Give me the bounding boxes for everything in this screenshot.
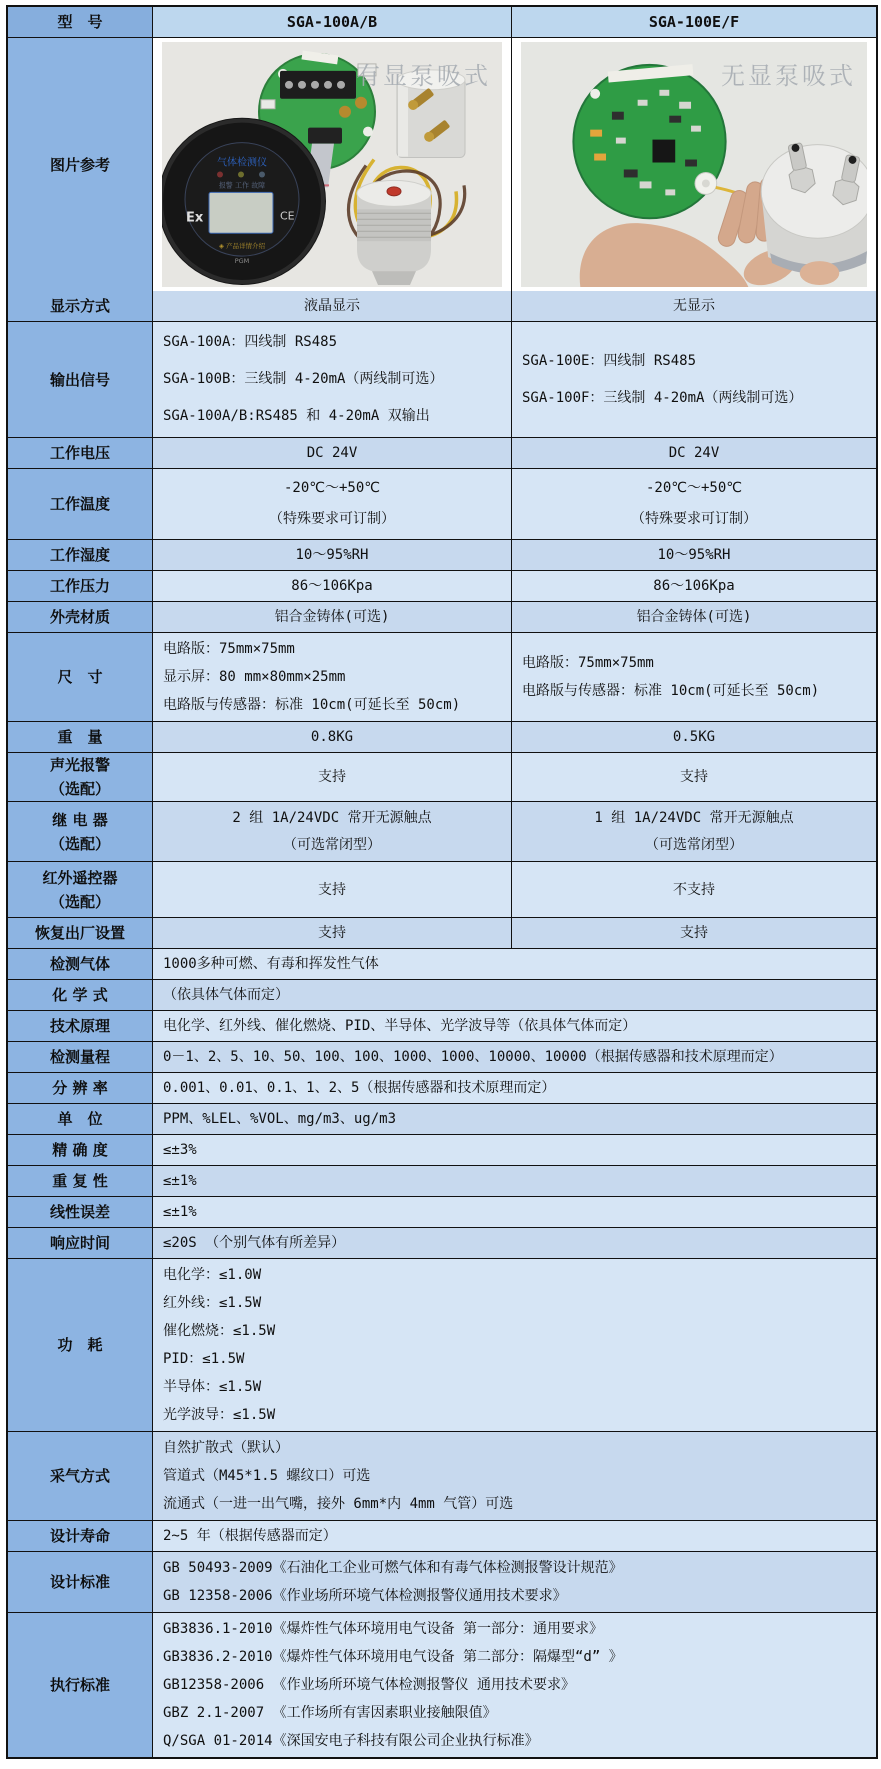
row-label-line: 执行标准	[49, 1676, 110, 1694]
row-label-line: 化 学 式	[52, 986, 108, 1004]
spec-line: 支持	[318, 925, 346, 941]
spec-line: 铝合金铸体(可选)	[636, 609, 752, 625]
spec-cell-merged	[153, 1197, 876, 1227]
spec-line: （可选常闭型）	[283, 836, 381, 853]
row-label	[8, 862, 152, 917]
spec-line: 流通式（一进一出气嘴，接外 6mm*内 4mm 气管）可选	[163, 1496, 514, 1512]
row-label	[8, 1259, 152, 1431]
spec-row	[8, 291, 876, 321]
spec-row	[8, 1227, 876, 1258]
spec-line: 红外线：≤1.5W	[163, 1295, 262, 1311]
spec-line: GB12358-2006 《作业场所环境气体检测报警仪 通用技术要求》	[163, 1677, 576, 1693]
spec-line: DC 24V	[668, 445, 720, 461]
row-label	[8, 722, 152, 752]
row-label-line: 声光报警	[49, 756, 110, 774]
spec-cell-left	[153, 571, 511, 601]
spec-line: 支持	[680, 769, 708, 785]
spec-line: 0.8KG	[310, 729, 354, 745]
spec-line: SGA-100A：四线制 RS485	[163, 334, 338, 350]
spec-row	[8, 1165, 876, 1196]
main-chip	[652, 140, 675, 163]
row-label	[8, 1042, 152, 1072]
spec-row	[8, 917, 876, 948]
spec-cell-right	[511, 722, 876, 752]
model-name-sga100ef: SGA-100E/F	[511, 7, 876, 37]
spec-cell-right	[511, 571, 876, 601]
spec-cell-left	[153, 918, 511, 948]
spec-row	[8, 1196, 876, 1227]
spec-row	[8, 539, 876, 570]
row-label-line: 分 辨 率	[52, 1079, 108, 1097]
row-label-line: 重 量	[57, 728, 103, 746]
spec-line: 管道式（M45*1.5 螺纹口）可选	[163, 1468, 371, 1484]
spec-row	[8, 570, 876, 601]
ex-mark-text: Ex	[186, 210, 204, 226]
spec-line: GBZ 2.1-2007 《工作场所有害因素职业接触限值》	[163, 1705, 497, 1721]
spec-table	[6, 5, 878, 1759]
row-label-line: 工作电压	[49, 444, 110, 462]
spec-line: 0－1、2、5、10、50、100、100、1000、1000、10000、10000（根据传感器和技术原理而定）	[163, 1049, 783, 1065]
pgm-text: PGM	[234, 257, 250, 266]
spec-line: 电化学：≤1.0W	[163, 1267, 262, 1283]
row-label-line: 响应时间	[49, 1234, 110, 1252]
sensor-cylinder-nozzles	[397, 70, 465, 158]
spec-line: 电路版：75mm×75mm	[163, 641, 295, 657]
product-photo-sga100ab	[153, 38, 511, 291]
spec-line: （特殊要求可订制）	[269, 511, 395, 527]
spec-cell-right	[511, 862, 876, 917]
row-label-line: 红外遥控器	[42, 868, 118, 887]
header-row	[8, 7, 876, 37]
spec-cell-right	[511, 540, 876, 570]
spec-cell-merged	[153, 1011, 876, 1041]
spec-cell-left	[153, 291, 511, 321]
row-label-line: 线性误差	[49, 1203, 110, 1221]
spec-line: ≤±3%	[163, 1142, 197, 1158]
pcb-board	[573, 64, 725, 218]
svg-text:◈ 产品详情介绍: ◈ 产品详情介绍	[219, 242, 265, 251]
row-label-line: 检测气体	[49, 955, 110, 973]
watermark-pump-with-display: 有显泵吸式	[356, 62, 491, 90]
spec-cell-right	[511, 602, 876, 632]
row-label	[8, 1104, 152, 1134]
spec-line: SGA-100F：三线制 4-20mA（两线制可选）	[522, 389, 803, 406]
spec-row	[8, 1041, 876, 1072]
row-label	[8, 1521, 152, 1551]
spec-cell-left	[153, 322, 511, 437]
spec-line: （依具体气体而定）	[163, 987, 289, 1003]
row-label-line: 外壳材质	[49, 608, 110, 626]
row-label	[8, 540, 152, 570]
photo-sga100ef-illustration	[521, 42, 867, 287]
spec-line: （可选常闭型）	[645, 836, 743, 853]
spec-line: SGA-100A/B:RS485 和 4-20mA 双输出	[163, 408, 430, 424]
row-label-line: 重 复 性	[52, 1172, 108, 1190]
image-row	[8, 37, 876, 291]
row-label-line: 设计标准	[49, 1573, 110, 1591]
spec-line: 催化燃烧：≤1.5W	[163, 1323, 276, 1339]
row-label-line: 检测量程	[49, 1048, 110, 1066]
row-label	[8, 918, 152, 948]
sensor-cylinder-ribbed	[357, 180, 431, 285]
photo-sga100ab-illustration	[162, 42, 502, 287]
spec-line: ≤20S （个别气体有所差异）	[163, 1235, 346, 1251]
spec-cell-merged	[153, 1042, 876, 1072]
row-label	[8, 949, 152, 979]
spec-line: 86～106Kpa	[653, 578, 735, 594]
row-label-line: 设计寿命	[49, 1527, 110, 1545]
spec-line: 电路版与传感器：标准 10cm(可延长至 50cm)	[522, 683, 820, 699]
spec-line: 1000多种可燃、有毒和挥发性气体	[163, 956, 379, 972]
spec-line: 液晶显示	[304, 298, 360, 314]
spec-row	[8, 752, 876, 801]
spec-line: GB 12358-2006《作业场所环境气体检测报警仪通用技术要求》	[163, 1588, 567, 1604]
spec-row	[8, 1103, 876, 1134]
spec-line: 光学波导：≤1.5W	[163, 1407, 276, 1423]
spec-line: SGA-100B：三线制 4-20mA（两线制可选）	[163, 371, 444, 387]
row-label-line: 技术原理	[49, 1017, 110, 1035]
spec-line: 无显示	[673, 298, 715, 314]
spec-line: 86～106Kpa	[291, 578, 373, 594]
spec-cell-left	[153, 802, 511, 861]
spec-cell-left	[153, 722, 511, 752]
spec-cell-merged	[153, 1166, 876, 1196]
spec-cell-merged	[153, 1613, 876, 1757]
spec-cell-left	[153, 438, 511, 468]
product-photo-sga100ef	[511, 38, 876, 291]
spec-line: 支持	[318, 769, 346, 785]
spec-line: 0.001、0.01、0.1、1、2、5（根据传感器和技术原理而定）	[163, 1080, 556, 1096]
spec-cell-left	[153, 633, 511, 721]
row-label-line: （选配）	[49, 892, 110, 911]
spec-cell-merged	[153, 980, 876, 1010]
row-label-line: 单 位	[57, 1110, 103, 1128]
row-label	[8, 1228, 152, 1258]
spec-line: 2~5 年（根据传感器而定）	[163, 1528, 337, 1544]
model-name-sga100ab: SGA-100A/B	[153, 7, 511, 37]
spec-cell-right	[511, 802, 876, 861]
spec-line: ≤±1%	[163, 1204, 197, 1220]
spec-cell-left	[153, 862, 511, 917]
spec-line: ≤±1%	[163, 1173, 197, 1189]
row-label-line: 恢复出厂设置	[34, 924, 125, 942]
row-label	[8, 1432, 152, 1520]
spec-line: 支持	[318, 881, 346, 898]
spec-row	[8, 437, 876, 468]
spec-row	[8, 468, 876, 539]
spec-cell-merged	[153, 1073, 876, 1103]
spec-row	[8, 948, 876, 979]
row-label	[8, 291, 152, 321]
spec-line: GB3836.1-2010《爆炸性气体环境用电气设备 第一部分：通用要求》	[163, 1621, 604, 1637]
spec-cell-right	[511, 438, 876, 468]
led-labels-text: 报警 工作 故障	[218, 181, 266, 190]
lcd-detector-head	[162, 118, 326, 285]
spec-line: SGA-100E：四线制 RS485	[522, 352, 697, 369]
spec-line: （特殊要求可订制）	[631, 511, 757, 527]
row-label-line: 精 确 度	[52, 1141, 108, 1159]
row-label	[8, 438, 152, 468]
spec-line: PPM、%LEL、%VOL、mg/m3、ug/m3	[163, 1111, 397, 1127]
spec-row	[8, 1010, 876, 1041]
row-label-line: 工作湿度	[49, 546, 110, 564]
spec-rows-container	[8, 291, 876, 1757]
row-label-line: （选配）	[49, 780, 110, 798]
spec-row	[8, 1134, 876, 1165]
spec-cell-merged	[153, 1432, 876, 1520]
spec-cell-right	[511, 291, 876, 321]
row-label	[8, 571, 152, 601]
spec-line: 1 组 1A/24VDC 常开无源触点	[594, 809, 794, 826]
spec-line: 10～95%RH	[295, 547, 369, 563]
spec-cell-merged	[153, 949, 876, 979]
spec-line: 自然扩散式（默认）	[163, 1440, 289, 1456]
spec-cell-right	[511, 469, 876, 539]
spec-line: 电路版：75mm×75mm	[522, 655, 654, 671]
spec-line: 显示屏：80 mm×80mm×25mm	[163, 669, 346, 685]
fingertip	[800, 261, 840, 285]
row-label-line: 继 电 器	[52, 810, 108, 829]
spec-cell-merged	[153, 1228, 876, 1258]
red-indicator	[387, 187, 401, 196]
spec-row	[8, 1551, 876, 1612]
row-label-line: 工作温度	[49, 495, 110, 513]
spec-line: -20℃～+50℃	[283, 480, 381, 496]
spec-cell-left	[153, 540, 511, 570]
row-label-line: （选配）	[49, 834, 110, 853]
row-label-line: 采气方式	[49, 1467, 110, 1485]
spec-cell-left	[153, 469, 511, 539]
row-label-line: 尺 寸	[57, 668, 103, 686]
spec-cell-merged	[153, 1104, 876, 1134]
spec-line: 2 组 1A/24VDC 常开无源触点	[232, 809, 432, 826]
row-label	[8, 1135, 152, 1165]
spec-line: 10～95%RH	[657, 547, 731, 563]
image-row-label: 图片参考	[8, 38, 152, 291]
spec-line: 铝合金铸体(可选)	[274, 609, 390, 625]
spec-line: 0.5KG	[672, 729, 716, 745]
row-label	[8, 1073, 152, 1103]
spec-line: 不支持	[673, 881, 715, 898]
spec-line: PID：≤1.5W	[163, 1351, 245, 1367]
row-label	[8, 1552, 152, 1612]
spec-cell-left	[153, 753, 511, 801]
spec-cell-right	[511, 753, 876, 801]
spec-line: 电路版与传感器：标准 10cm(可延长至 50cm)	[163, 697, 461, 713]
spec-line: Q/SGA 01-2014《深国安电子科技有限公司企业执行标准》	[163, 1733, 539, 1749]
spec-cell-merged	[153, 1521, 876, 1551]
watermark-pump-no-display: 无显泵吸式	[721, 62, 856, 90]
spec-line: GB 50493-2009《石油化工企业可燃气体和有毒气体检测报警设计规范》	[163, 1560, 623, 1576]
row-label-line: 显示方式	[49, 297, 110, 315]
spec-line: 支持	[680, 925, 708, 941]
spec-line: 电化学、红外线、催化燃烧、PID、半导体、光学波导等（依具体气体而定）	[163, 1018, 637, 1034]
spec-cell-left	[153, 602, 511, 632]
spec-row	[8, 861, 876, 917]
row-label	[8, 1011, 152, 1041]
spec-line: 半导体：≤1.5W	[163, 1379, 262, 1395]
row-label	[8, 1166, 152, 1196]
spec-line: -20℃～+50℃	[645, 480, 743, 496]
spec-cell-right	[511, 633, 876, 721]
row-label	[8, 802, 152, 861]
spec-row	[8, 321, 876, 437]
spec-row	[8, 1258, 876, 1431]
row-label	[8, 1197, 152, 1227]
row-label	[8, 753, 152, 801]
row-label	[8, 469, 152, 539]
spec-row	[8, 1072, 876, 1103]
spec-line: GB3836.2-2010《爆炸性气体环境用电气设备 第二部分：隔爆型“d” 》	[163, 1649, 623, 1665]
row-label-line: 工作压力	[49, 577, 110, 595]
spec-cell-right	[511, 918, 876, 948]
spec-line: DC 24V	[306, 445, 358, 461]
spec-row	[8, 979, 876, 1010]
row-label-line: 功 耗	[57, 1336, 103, 1354]
lcd-screen	[209, 192, 273, 233]
spec-cell-merged	[153, 1135, 876, 1165]
ce-mark-text: CE	[280, 209, 295, 223]
spec-cell-merged	[153, 1259, 876, 1431]
spec-cell-right	[511, 322, 876, 437]
row-label	[8, 633, 152, 721]
model-row-label: 型 号	[8, 7, 152, 37]
row-label	[8, 1613, 152, 1757]
row-label	[8, 980, 152, 1010]
spec-row	[8, 801, 876, 861]
spec-row	[8, 632, 876, 721]
spec-row	[8, 1612, 876, 1757]
row-label	[8, 322, 152, 437]
row-label-line: 输出信号	[49, 370, 110, 389]
spec-row	[8, 1431, 876, 1520]
sensor-cylinder-nozzles	[761, 142, 867, 285]
spec-row	[8, 601, 876, 632]
spec-cell-merged	[153, 1552, 876, 1612]
device-title-text: 气体检测仪	[217, 157, 267, 169]
spec-row	[8, 1520, 876, 1551]
row-label	[8, 602, 152, 632]
spec-row	[8, 721, 876, 752]
